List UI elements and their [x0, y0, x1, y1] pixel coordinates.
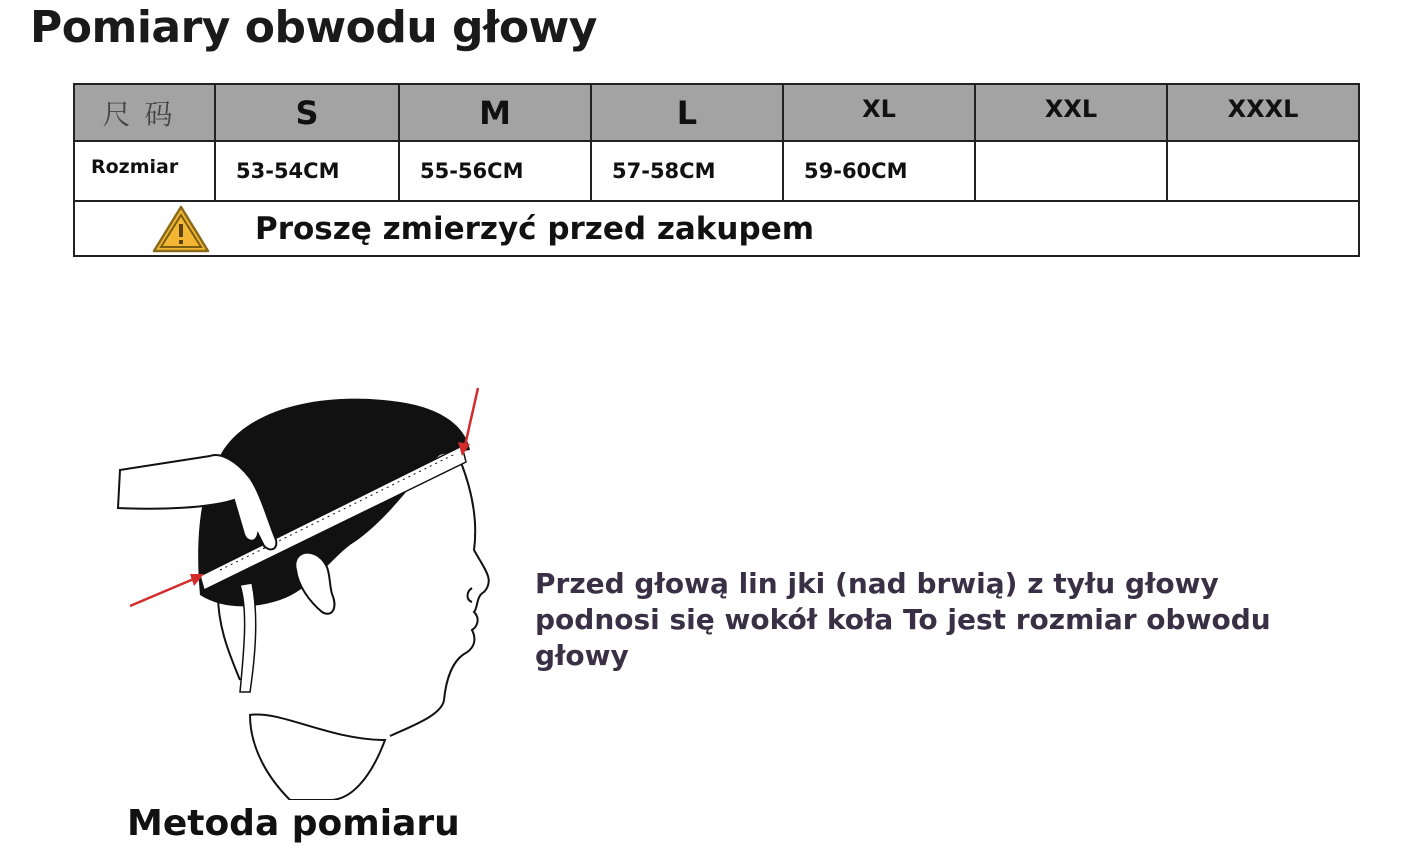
warning-cell — [74, 201, 1359, 256]
value-xl: 59-60CM — [783, 141, 975, 201]
warning-text: Proszę zmierzyć przed zakupem — [255, 210, 815, 247]
size-s: S — [215, 84, 399, 141]
value-l: 57-58CM — [591, 141, 783, 201]
warning-row — [74, 201, 1359, 256]
row-label: Rozmiar — [74, 141, 215, 201]
size-xl: XL — [783, 84, 975, 141]
method-label: Metoda pomiaru — [127, 803, 460, 844]
value-xxl — [975, 141, 1167, 201]
value-s: 53-54CM — [215, 141, 399, 201]
size-header-row — [74, 84, 1359, 141]
warning-triangle-icon — [151, 204, 211, 254]
measurement-description: Przed głową lin jki (nad brwią) z tyłu głowy podnosi się wokół koła To jest rozmiar obwodu głowy — [535, 567, 1271, 672]
head-measurement-illustration — [100, 380, 520, 800]
page-title: Pomiary obwodu głowy — [30, 2, 597, 53]
size-l: L — [591, 84, 783, 141]
size-header-label: 尺码 — [74, 84, 215, 141]
value-xxxl — [1167, 141, 1359, 201]
size-table — [73, 83, 1360, 257]
size-xxxl: XXXL — [1167, 84, 1359, 141]
size-xxl: XXL — [975, 84, 1167, 141]
size-m: M — [399, 84, 591, 141]
value-m: 55-56CM — [399, 141, 591, 201]
size-values-row — [74, 141, 1359, 201]
